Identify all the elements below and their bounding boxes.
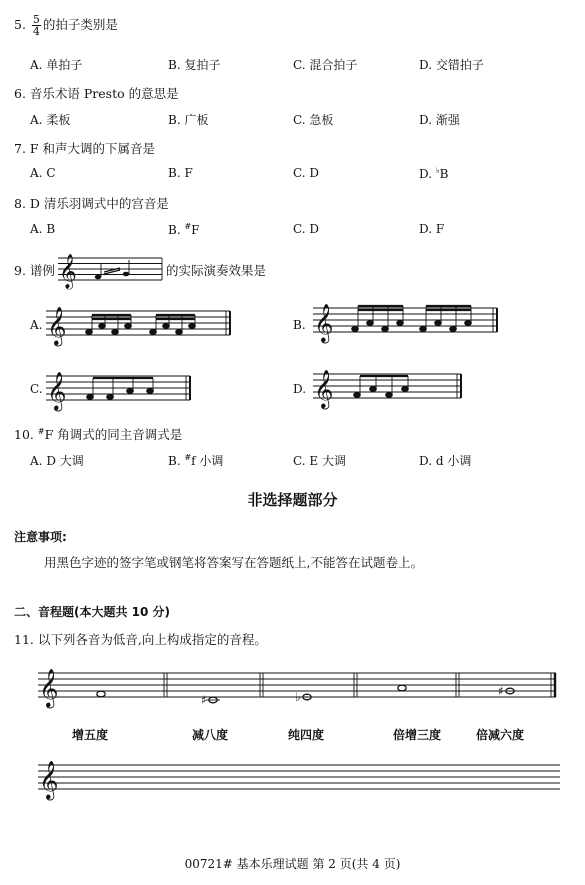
option-key: D. [419, 58, 433, 72]
option-text: 柔板 [46, 113, 71, 127]
question-9-suffix: 的实际演奏效果是 [166, 263, 267, 278]
question-6: 6. 音乐术语 Presto 的意思是 [14, 86, 179, 101]
option-text: d 小调 [435, 454, 472, 468]
option-text: F [184, 166, 193, 180]
fraction-denominator: 4 [32, 25, 40, 38]
question-5 [14, 14, 118, 37]
q8-option-a [30, 222, 55, 236]
option-text: 急板 [309, 113, 334, 127]
page-footer: 00721# 基本乐理试题 第 2 页(共 4 页) [184, 857, 401, 871]
option-key: A. [30, 454, 43, 468]
option-text: 单拍子 [46, 58, 83, 72]
option-key: D. [419, 167, 433, 181]
q8-option-d [419, 222, 444, 236]
q9-option-c-staff [46, 368, 196, 410]
svg-text:𝄞: 𝄞 [47, 306, 67, 345]
q7-option-a [30, 166, 56, 180]
option-text: 交错拍子 [435, 58, 484, 72]
question-7: 7. F 和声大调的下属音是 [14, 141, 156, 156]
option-key: A. [30, 113, 43, 127]
sharp-sign: # [184, 453, 192, 462]
q10-option-b [168, 452, 223, 469]
flat-sign: ♭ [435, 166, 440, 175]
notice-title: 注意事项: [14, 530, 67, 544]
option-text: E 大调 [309, 454, 346, 468]
question-9-prefix: 9. 谱例 [14, 263, 55, 278]
option-key: A. [30, 166, 43, 180]
option-text: 广板 [184, 113, 209, 127]
q6-option-a [30, 111, 70, 128]
svg-text:♭: ♭ [295, 690, 301, 704]
option-key: B. [168, 58, 181, 72]
question-number: 5. [14, 17, 26, 32]
option-text: B [46, 222, 56, 236]
q10-option-a [30, 452, 84, 469]
q5-option-b [168, 56, 220, 73]
interval-label-2: 减八度 [192, 728, 229, 742]
interval-label-5: 倍减六度 [476, 728, 525, 742]
option-key: B. [168, 113, 181, 127]
option-text: 渐强 [435, 113, 460, 127]
option-text: C [46, 166, 56, 180]
option-key: B. [168, 223, 181, 237]
q9-option-b-key: B. [293, 318, 306, 332]
q9-option-a-key: A. [30, 318, 43, 332]
svg-text:𝄞: 𝄞 [314, 369, 334, 408]
q9-option-d-key: D. [293, 382, 307, 396]
q9-option-a-staff [46, 303, 236, 345]
svg-text:𝄞: 𝄞 [314, 303, 334, 342]
option-key: C. [293, 166, 306, 180]
option-key: C. [293, 222, 306, 236]
svg-text:♯: ♯ [498, 684, 504, 698]
option-text: 复拍子 [184, 58, 221, 72]
option-key: B. [168, 454, 181, 468]
option-text: f 小调 [191, 454, 224, 468]
time-signature-fraction [32, 14, 41, 37]
option-text: D [309, 222, 320, 236]
option-key: A. [30, 58, 43, 72]
option-text: D [309, 166, 320, 180]
q7-option-c [293, 166, 319, 180]
option-text: 混合拍子 [309, 58, 358, 72]
interval-label-4: 倍增三度 [393, 728, 442, 742]
question-text: 的拍子类别是 [42, 17, 118, 32]
q7-option-d [419, 166, 448, 181]
sharp-sign: # [37, 426, 45, 436]
svg-text:𝄞: 𝄞 [59, 254, 77, 289]
option-key: D. [419, 113, 433, 127]
q9-option-b-staff [313, 300, 503, 342]
section-title: 非选择题部分 [247, 491, 338, 509]
q5-option-c [293, 56, 357, 73]
option-key: B. [168, 166, 181, 180]
question-8: 8. D 清乐羽调式中的宫音是 [14, 196, 169, 211]
option-text: F [435, 222, 445, 236]
question-number: 10. [14, 427, 34, 442]
option-key: C. [293, 454, 306, 468]
svg-text:𝄞: 𝄞 [47, 371, 67, 410]
q11-interval-staff [38, 668, 560, 710]
q5-option-a [30, 56, 82, 73]
q10-option-d [419, 452, 471, 469]
q10-option-c [293, 452, 346, 469]
notice-text: 用黑色字迹的签字笔或钢笔将答案写在答题纸上,不能答在试题卷上。 [44, 555, 423, 570]
svg-text:♯: ♯ [201, 693, 207, 707]
option-text: B [439, 167, 449, 181]
q6-option-d [419, 111, 460, 128]
q8-option-c [293, 222, 319, 236]
svg-text:𝄞: 𝄞 [39, 760, 59, 799]
q6-option-b [168, 111, 208, 128]
q7-option-b [168, 166, 193, 180]
part-2-title: 二、音程题(本大题共 10 分) [14, 605, 171, 619]
q6-option-c [293, 111, 333, 128]
option-text: D 大调 [46, 454, 84, 468]
option-key: D. [419, 222, 433, 236]
option-key: C. [293, 113, 306, 127]
q9-option-c-key: C. [30, 382, 43, 396]
option-key: C. [293, 58, 306, 72]
q5-option-d [419, 56, 484, 73]
question-11: 11. 以下列各音为低音,向上构成指定的音程。 [14, 632, 267, 647]
q9-example-staff [58, 251, 166, 289]
option-key: A. [30, 222, 43, 236]
interval-label-1: 增五度 [72, 728, 109, 742]
fraction-numerator: 5 [32, 13, 40, 26]
svg-text:𝄞: 𝄞 [39, 668, 59, 707]
option-key: D. [419, 454, 433, 468]
answer-staff [38, 760, 562, 800]
q8-option-b [168, 222, 200, 237]
q9-option-d-staff [313, 366, 463, 408]
interval-label-3: 纯四度 [288, 728, 325, 742]
option-text: F [191, 223, 200, 237]
sharp-sign: # [184, 222, 192, 231]
question-text: F 角调式的同主音调式是 [44, 427, 183, 442]
question-10 [14, 425, 182, 443]
